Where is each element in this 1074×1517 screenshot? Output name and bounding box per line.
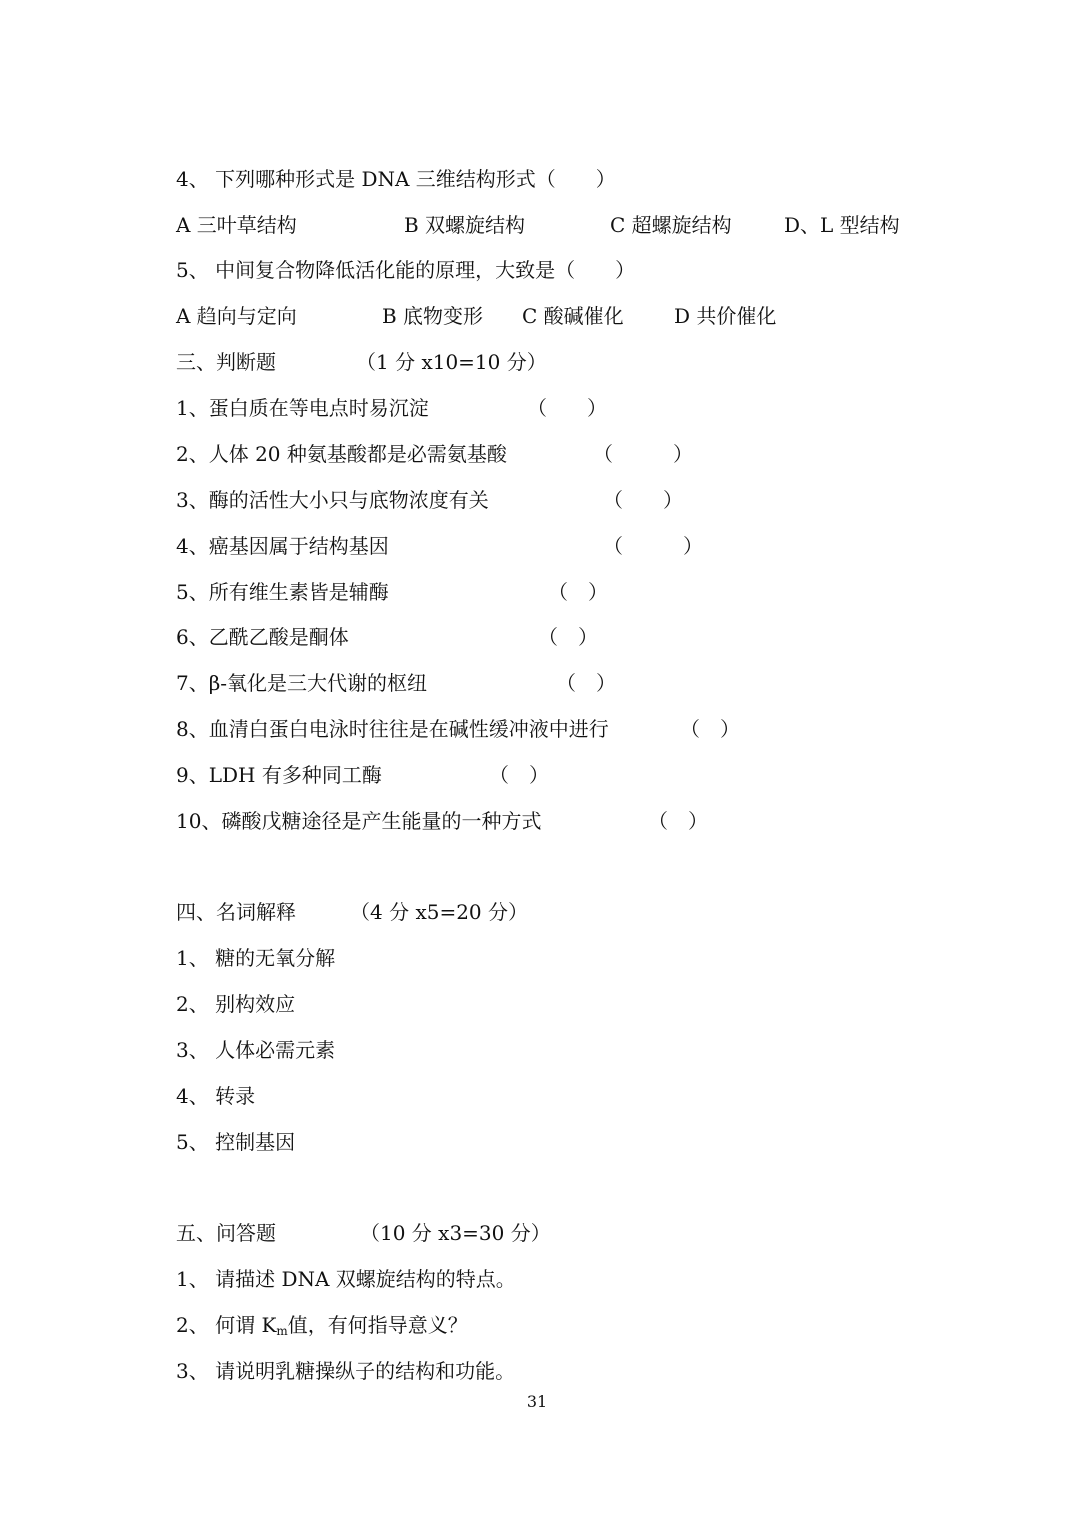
- judgment-item-text: 1、蛋白质在等电点时易沉淀: [176, 396, 429, 420]
- qa-question-2: [176, 1312, 468, 1344]
- qa-question-2-before: 2、 何谓 K: [176, 1313, 277, 1337]
- judgment-heading: 三、判断题: [176, 350, 276, 374]
- question-4: 4、 下列哪种形式是 DNA 三维结构形式（ ）: [176, 167, 616, 191]
- q4-option-a: A 三叶草结构: [176, 213, 297, 237]
- judgment-item-paren: （ ）: [603, 534, 703, 558]
- judgment-item-text: 8、血清白蛋白电泳时往往是在碱性缓冲液中进行: [176, 717, 609, 741]
- judgment-item-paren: （ ）: [680, 717, 740, 741]
- km-subscript: m: [276, 1324, 288, 1338]
- judgment-item-text: 4、癌基因属于结构基因: [176, 534, 389, 558]
- page-number: 31: [526, 1392, 548, 1411]
- judgment-item-paren: （ ）: [538, 625, 598, 649]
- q5-option-a: A 趋向与定向: [176, 304, 297, 328]
- judgment-item-text: 5、所有维生素皆是辅酶: [176, 580, 389, 604]
- judgment-item-paren: （ ）: [648, 809, 708, 833]
- term-item: 2、 别构效应: [176, 992, 296, 1016]
- term-item: 3、 人体必需元素: [176, 1038, 336, 1062]
- qa-question-3: 3、 请说明乳糖操纵子的结构和功能。: [176, 1359, 516, 1383]
- qa-question-1: 1、 请描述 DNA 双螺旋结构的特点。: [176, 1267, 516, 1291]
- q5-option-b: B 底物变形: [382, 304, 484, 328]
- qa-question-2-after: 值，有何指导意义？: [287, 1313, 468, 1337]
- judgment-score: （1 分 x10=10 分）: [356, 350, 547, 374]
- qa-score: （10 分 x3=30 分）: [360, 1221, 551, 1245]
- judgment-item-paren: （ ）: [548, 580, 608, 604]
- judgment-item-text: 10、磷酸戊糖途径是产生能量的一种方式: [176, 809, 542, 833]
- judgment-item-text: 3、酶的活性大小只与底物浓度有关: [176, 488, 489, 512]
- judgment-item-paren: （ ）: [527, 396, 607, 420]
- terms-score: （4 分 x5=20 分）: [350, 900, 529, 924]
- term-item: 4、 转录: [176, 1084, 256, 1108]
- q5-option-c: C 酸碱催化: [522, 304, 624, 328]
- q4-option-c: C 超螺旋结构: [610, 213, 732, 237]
- judgment-item-paren: （ ）: [603, 488, 683, 512]
- question-5: 5、 中间复合物降低活化能的原理，大致是（ ）: [176, 258, 636, 282]
- q4-option-d: D、L 型结构: [784, 213, 900, 237]
- judgment-item-paren: （ ）: [489, 763, 549, 787]
- q5-option-d: D 共价催化: [674, 304, 777, 328]
- judgment-item-paren: （ ）: [593, 442, 693, 466]
- judgment-item-text: 6、乙酰乙酸是酮体: [176, 625, 349, 649]
- judgment-item-paren: （ ）: [556, 671, 616, 695]
- qa-heading: 五、问答题: [176, 1221, 276, 1245]
- judgment-item-text: 7、β-氧化是三大代谢的枢纽: [176, 671, 428, 695]
- judgment-item-text: 9、LDH 有多种同工酶: [176, 763, 382, 787]
- term-item: 1、 糖的无氧分解: [176, 946, 336, 970]
- terms-heading: 四、名词解释: [176, 900, 296, 924]
- term-item: 5、 控制基因: [176, 1130, 296, 1154]
- q4-option-b: B 双螺旋结构: [404, 213, 526, 237]
- judgment-item-text: 2、人体 20 种氨基酸都是必需氨基酸: [176, 442, 507, 466]
